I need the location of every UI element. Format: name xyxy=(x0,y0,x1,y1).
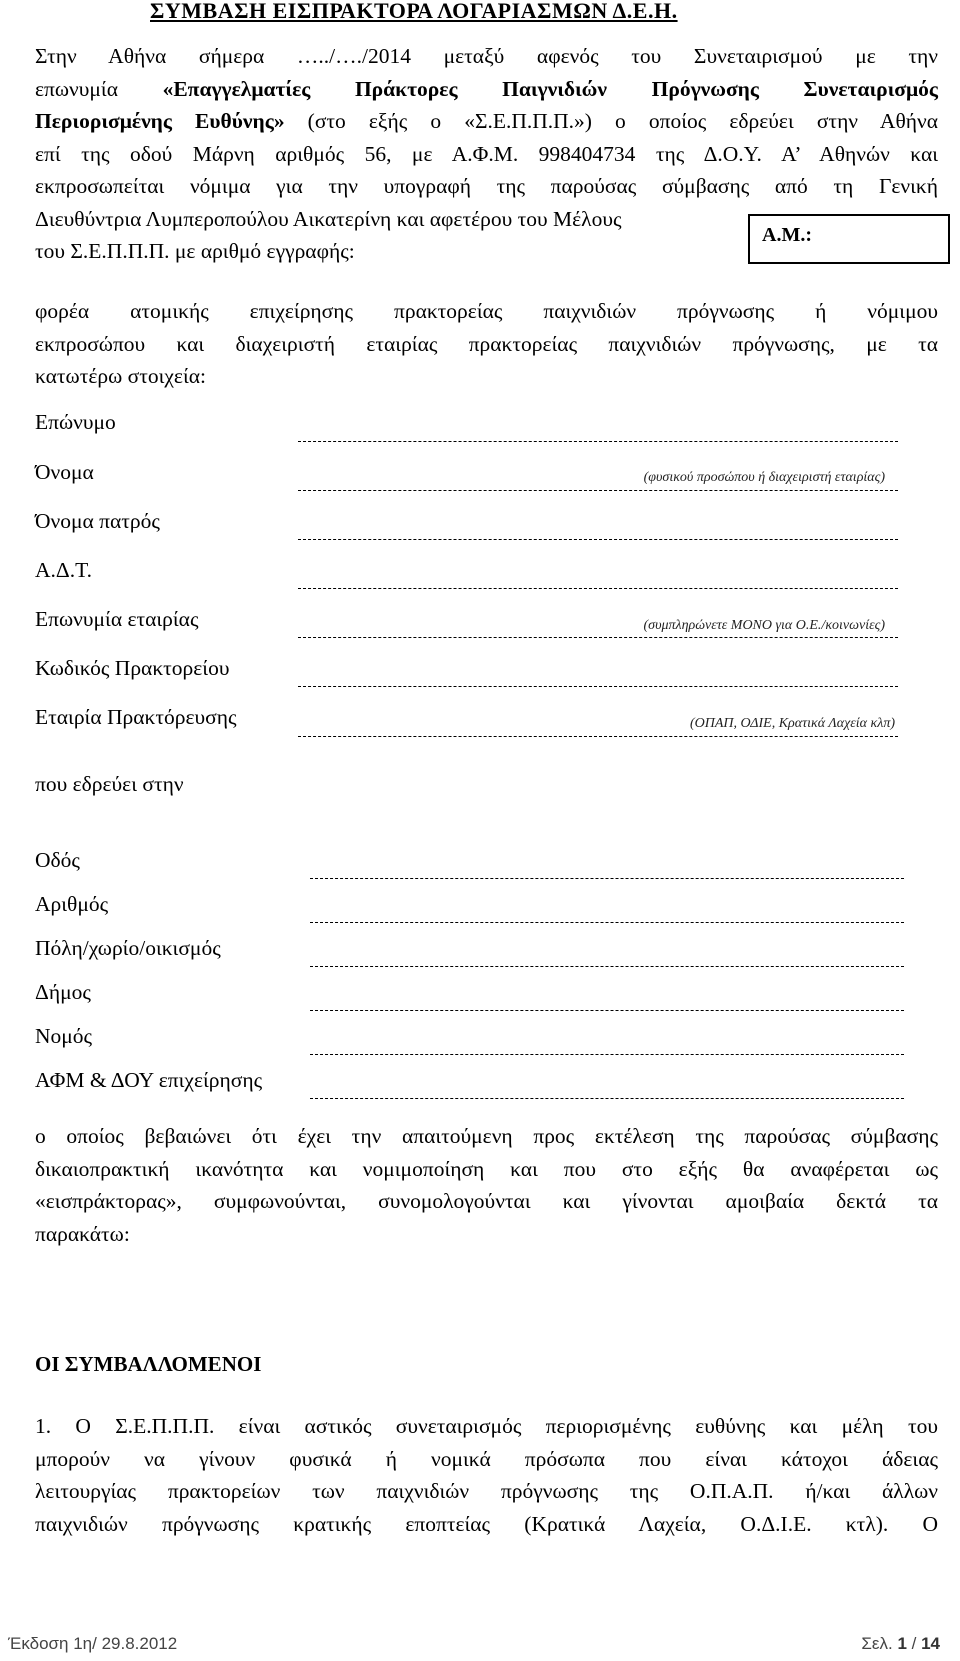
intro-line xyxy=(35,105,938,138)
closing-line: δικαιοπρακτική ικανότητα και νομιμοποίηση και που στο εξής θα αναφέρεται ως xyxy=(35,1156,938,1181)
agency-note: (ΟΠΑΠ, ΟΔΙΕ, Κρατικά Λαχεία κλπ) xyxy=(689,716,895,731)
id-number-field[interactable] xyxy=(298,588,898,589)
name-label: Όνομα xyxy=(35,460,94,484)
municipality-field[interactable] xyxy=(310,1010,904,1011)
surname-field[interactable] xyxy=(298,441,898,442)
seat-intro: που εδρεύει στην xyxy=(35,772,184,796)
page-number xyxy=(861,1634,940,1654)
clause-line: 1. Ο Σ.Ε.Π.Π.Π. είναι αστικός συνεταιρισμός περιορισμένης ευθύνης και μέλη του xyxy=(35,1414,938,1438)
company-name-label: Επωνυμία εταιρίας xyxy=(35,607,199,631)
cooperative-name-cont: Περιορισμένης Ευθύνης» xyxy=(35,109,285,133)
document-title: ΣΥΜΒΑΣΗ ΕΙΣΠΡΑΚΤΟΡΑ ΛΟΓΑΡΙΑΣΜΩΝ Δ.Ε.Η. xyxy=(150,0,678,23)
agency-code-field[interactable] xyxy=(298,686,898,687)
intro-line: του Σ.Ε.Π.Π.Π. με αριθμό εγγραφής: xyxy=(35,239,355,263)
number-label: Αριθμός xyxy=(35,892,109,916)
role-line: φορέα ατομικής επιχείρησης πρακτορείας παιχνιδιών πρόγνωσης ή νόμιμου xyxy=(35,299,938,323)
prefecture-label: Νομός xyxy=(35,1024,93,1048)
cooperative-name: «Επαγγελματίες Πράκτορες Παιγνιδιών Πρόγνωσης Συνεταιρισμός xyxy=(162,76,938,101)
closing-line: «εισπράκτορας», συμφωνούνται, συνομολογούνται και γίνονται αμοιβαία δεκτά τα xyxy=(35,1189,938,1213)
street-field[interactable] xyxy=(310,878,904,879)
municipality-label: Δήμος xyxy=(35,980,91,1004)
role-line: εκπροσώπου και διαχειριστή εταιρίας πρακτορείας παιχνιδιών πρόγνωσης, με τα xyxy=(35,331,938,356)
tax-field[interactable] xyxy=(310,1098,904,1099)
city-field[interactable] xyxy=(310,966,904,967)
clause-line: λειτουργίας πρακτορείων των παιχνιδιών πρόγνωσης της Ο.Π.Α.Π. ή/και άλλων xyxy=(35,1479,938,1503)
edition-footer: Έκδοση 1η/ 29.8.2012 xyxy=(8,1634,178,1653)
name-field[interactable] xyxy=(298,490,898,491)
father-name-label: Όνομα πατρός xyxy=(35,509,160,533)
surname-label: Επώνυμο xyxy=(35,410,116,434)
intro-line xyxy=(35,73,938,106)
prefecture-field[interactable] xyxy=(310,1054,904,1055)
intro-line: εκπροσωπείται νόμιμα για την υπογραφή της παρούσας σύμβασης από τη Γενική xyxy=(35,174,938,198)
id-number-label: Α.Δ.Τ. xyxy=(35,558,93,582)
intro-text: (στο εξής ο «Σ.Ε.Π.Π.Π.») ο οποίος εδρεύει στην Αθήνα xyxy=(284,109,938,133)
closing-line: ο οποίος βεβαιώνει ότι έχει την απαιτούμενη προς εκτέλεση της παρούσας σύμβασης xyxy=(35,1124,938,1148)
agency-company-field[interactable] xyxy=(298,736,898,737)
name-note: (φυσικού προσώπου ή διαχειριστή εταιρίας) xyxy=(643,470,885,485)
intro-text: επωνυμία xyxy=(35,76,163,101)
clause-1 xyxy=(35,1410,938,1540)
number-field[interactable] xyxy=(310,922,904,923)
section-heading: ΟΙ ΣΥΜΒΑΛΛΟΜΕΝΟΙ xyxy=(35,1352,262,1376)
closing-paragraph xyxy=(35,1120,938,1250)
intro-line: Διευθύντρια Λυμπεροπούλου Αικατερίνη και αφετέρου του Μέλους xyxy=(35,206,622,231)
street-label: Οδός xyxy=(35,848,80,872)
clause-line: παιχνιδιών πρόγνωσης κρατικής εποπτείας (Κρατικά Λαχεία, Ο.Δ.Ι.Ε. κτλ). Ο xyxy=(35,1511,938,1536)
page-sep: / xyxy=(906,1634,922,1653)
agency-code-label: Κωδικός Πρακτορείου xyxy=(35,656,230,680)
role-line: κατωτέρω στοιχεία: xyxy=(35,364,206,388)
company-note: (συμπληρώνετε ΜΟΝΟ για Ο.Ε./κοινωνίες) xyxy=(643,618,885,633)
clause-line: μπορούν να γίνουν φυσικά ή νομικά πρόσωπα που είναι κάτοχοι άδειας xyxy=(35,1446,938,1471)
intro-line: επί της οδού Μάρνη αριθμός 56, με Α.Φ.Μ. 998404734 της Δ.Ο.Υ. Α’ Αθηνών και xyxy=(35,141,938,166)
member-number-box[interactable] xyxy=(748,214,950,264)
father-name-field[interactable] xyxy=(298,539,898,540)
closing-line: παρακάτω: xyxy=(35,1221,130,1246)
city-label: Πόλη/χωρίο/οικισμός xyxy=(35,936,221,960)
agency-company-label: Εταιρία Πρακτόρευσης xyxy=(35,705,237,729)
role-paragraph xyxy=(35,295,938,393)
page-total: 14 xyxy=(921,1634,940,1653)
intro-line: Στην Αθήνα σήμερα …../…./2014 μεταξύ αφενός του Συνεταιρισμού με την xyxy=(35,44,938,68)
company-name-field[interactable] xyxy=(298,637,898,638)
member-number-label: Α.Μ.: xyxy=(762,224,812,246)
page-current: 1 xyxy=(897,1634,907,1653)
page-prefix: Σελ. xyxy=(861,1634,898,1653)
tax-label: ΑΦΜ & ΔΟΥ επιχείρησης xyxy=(35,1068,263,1092)
